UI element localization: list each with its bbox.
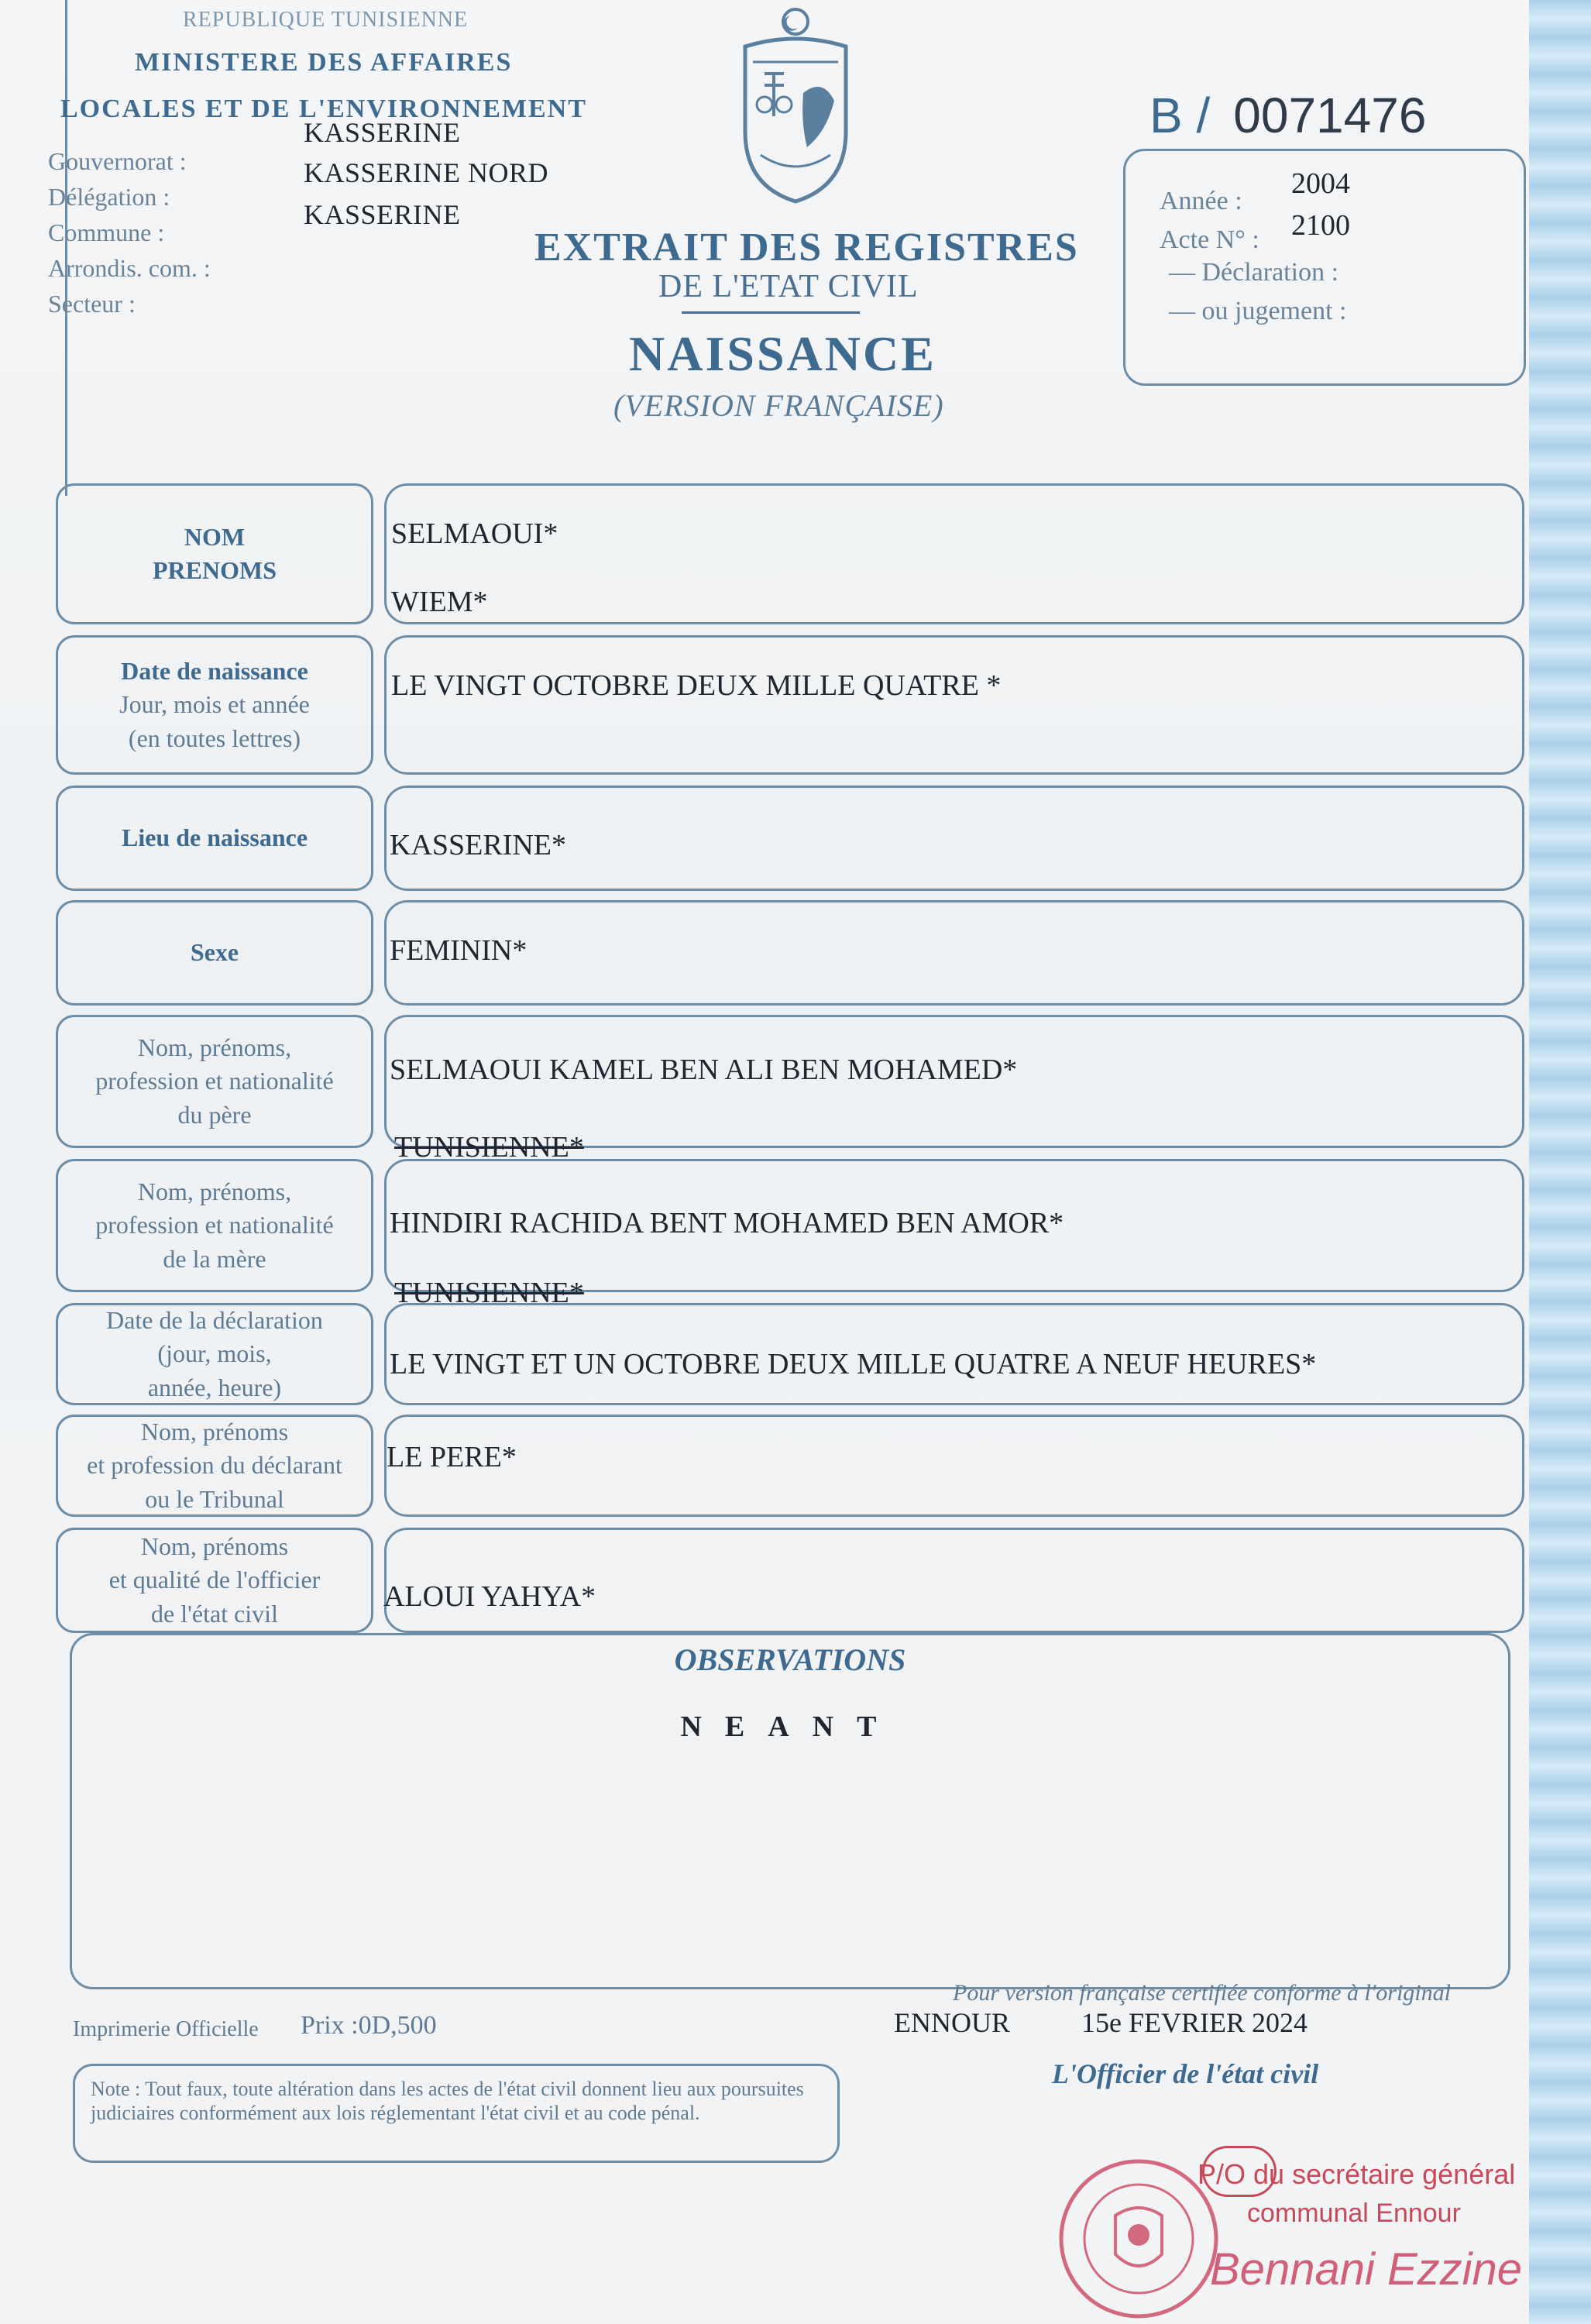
decl-label-3: année, heure) bbox=[147, 1373, 282, 1401]
row-sexe bbox=[56, 900, 1524, 1006]
officier-value: ALOUI YAHYA* bbox=[383, 1580, 596, 1613]
observations-value: NEANT bbox=[680, 1710, 900, 1743]
row-lieu-naissance bbox=[56, 786, 1524, 891]
date-label-2: Jour, mois et année bbox=[119, 690, 310, 719]
decorative-border bbox=[1529, 0, 1591, 2324]
pere-value: SELMAOUI KAMEL BEN ALI BEN MOHAMED* bbox=[390, 1054, 1018, 1086]
row-value-box bbox=[384, 483, 1524, 624]
signature-line1: P/O du secrétaire général bbox=[1198, 2158, 1516, 2190]
commune-label: Commune : bbox=[48, 218, 165, 246]
serial-prefix: B / bbox=[1149, 88, 1211, 143]
lieu-value: KASSERINE* bbox=[390, 829, 567, 861]
secteur-label: Secteur : bbox=[48, 290, 136, 318]
row-label bbox=[56, 1159, 373, 1292]
officier-label-3: de l'état civil bbox=[151, 1599, 278, 1628]
annee-label: Année : bbox=[1160, 187, 1242, 215]
prenoms-value: WIEM* bbox=[391, 586, 488, 618]
nom-value: SELMAOUI* bbox=[391, 517, 558, 550]
delegation-label: Délégation : bbox=[48, 183, 170, 211]
date-naissance-value: LE VINGT OCTOBRE DEUX MILLE QUATRE * bbox=[391, 669, 1002, 702]
row-value-box bbox=[384, 1303, 1524, 1405]
declaration-label: — Déclaration : bbox=[1169, 258, 1339, 287]
document-title-version: (VERSION FRANÇAISE) bbox=[613, 388, 944, 423]
pere-label-2: profession et nationalité bbox=[95, 1067, 334, 1095]
acte-box bbox=[1123, 149, 1526, 386]
serial-value: 0071476 bbox=[1233, 88, 1427, 143]
row-label bbox=[56, 1015, 373, 1148]
prix-text: Prix :0D,500 bbox=[301, 2011, 437, 2040]
row-value-box bbox=[384, 1015, 1524, 1164]
ministry-heading-line1: MINISTERE DES AFFAIRES bbox=[135, 48, 513, 77]
signature-line2: communal Ennour bbox=[1247, 2199, 1461, 2228]
coat-of-arms-icon bbox=[730, 0, 861, 209]
declarant-label-3: ou le Tribunal bbox=[145, 1484, 284, 1513]
row-value-box bbox=[384, 1415, 1524, 1517]
legal-note: Note : Tout faux, toute altération dans les actes de l'état civil donnent lieu aux poursuites judiciaires conformément aux lois réglementant l'état civil et au code pénal. bbox=[73, 2064, 840, 2163]
row-label bbox=[56, 786, 373, 891]
mere-label-2: profession et nationalité bbox=[95, 1211, 334, 1239]
gouvernorat-value: KASSERINE bbox=[304, 117, 461, 148]
row-label bbox=[56, 483, 373, 624]
decl-label-1: Date de la déclaration bbox=[106, 1306, 323, 1335]
lieu-label: Lieu de naissance bbox=[121, 823, 308, 852]
republic-heading: REPUBLIQUE TUNISIENNE bbox=[183, 8, 469, 32]
signature-name: Bennani Ezzine bbox=[1210, 2244, 1523, 2295]
delegation-value: KASSERINE NORD bbox=[304, 157, 549, 188]
arrondissement-label: Arrondis. com. : bbox=[48, 254, 211, 282]
row-label bbox=[56, 1303, 373, 1405]
ministry-heading-line2: LOCALES ET DE L'ENVIRONNEMENT bbox=[60, 95, 587, 123]
mere-label-3: de la mère bbox=[163, 1244, 266, 1273]
acte-label: Acte N° : bbox=[1160, 225, 1259, 254]
decl-label-2: (jour, mois, bbox=[157, 1339, 272, 1368]
officier-signature-label: L'Officier de l'état civil bbox=[1052, 2058, 1319, 2089]
title-divider bbox=[682, 311, 860, 314]
declaration-value: LE VINGT ET UN OCTOBRE DEUX MILLE QUATRE A NEUF HEURES* bbox=[390, 1348, 1317, 1380]
row-label bbox=[56, 1415, 373, 1517]
row-value-box bbox=[384, 900, 1524, 1006]
row-date-naissance bbox=[56, 635, 1524, 775]
margin-line bbox=[65, 0, 67, 496]
pere-label-1: Nom, prénoms, bbox=[137, 1033, 292, 1062]
row-nom-prenoms bbox=[56, 483, 1524, 624]
serial-number bbox=[1149, 87, 1426, 144]
sexe-label: Sexe bbox=[190, 938, 239, 967]
row-declarant bbox=[56, 1415, 1524, 1517]
jugement-label: — ou jugement : bbox=[1169, 297, 1347, 325]
date-delivrance: 15e FEVRIER 2024 bbox=[1081, 2007, 1308, 2038]
row-pere bbox=[56, 1015, 1524, 1164]
annee-value: 2004 bbox=[1291, 167, 1350, 200]
gouvernorat-label: Gouvernorat : bbox=[48, 147, 187, 175]
pere-nationalite: TUNISIENNE* bbox=[394, 1131, 584, 1164]
acte-value: 2100 bbox=[1291, 209, 1350, 242]
declarant-label-1: Nom, prénoms bbox=[140, 1418, 289, 1446]
certification-text: Pour version française certifiée conforme à l'original bbox=[953, 1980, 1451, 2006]
observations-title: OBSERVATIONS bbox=[674, 1642, 906, 1677]
date-label-1: Date de naissance bbox=[121, 657, 308, 686]
document-title-naissance: NAISSANCE bbox=[629, 326, 936, 381]
commune-value: KASSERINE bbox=[304, 199, 461, 230]
row-label bbox=[56, 900, 373, 1006]
mere-nationalite: TUNISIENNE* bbox=[394, 1277, 584, 1309]
row-officier bbox=[56, 1528, 1524, 1633]
date-label-3: (en toutes lettres) bbox=[128, 724, 301, 752]
officier-label-1: Nom, prénoms bbox=[140, 1532, 289, 1561]
row-mere bbox=[56, 1159, 1524, 1309]
mere-label-1: Nom, prénoms, bbox=[137, 1177, 292, 1206]
mere-value: HINDIRI RACHIDA BENT MOHAMED BEN AMOR* bbox=[390, 1207, 1064, 1239]
declarant-label-2: et profession du déclarant bbox=[87, 1451, 342, 1480]
row-label bbox=[56, 1528, 373, 1633]
officier-label-2: et qualité de l'officier bbox=[108, 1566, 321, 1594]
declarant-value: LE PERE* bbox=[387, 1441, 517, 1473]
observations-box bbox=[70, 1633, 1510, 1989]
row-declaration bbox=[56, 1303, 1524, 1405]
row-value-box bbox=[384, 635, 1524, 775]
place-text: ENNOUR bbox=[894, 2007, 1010, 2038]
prenoms-label: PRENOMS bbox=[153, 556, 277, 584]
row-value-box bbox=[384, 1159, 1524, 1309]
document-title-line1: EXTRAIT DES REGISTRES bbox=[534, 225, 1079, 270]
sexe-value: FEMININ* bbox=[390, 934, 527, 967]
document-title-line2: DE L'ETAT CIVIL bbox=[658, 269, 919, 304]
nom-label: NOM bbox=[184, 522, 246, 551]
row-value-box bbox=[384, 786, 1524, 891]
pere-label-3: du père bbox=[177, 1100, 252, 1129]
row-label bbox=[56, 635, 373, 775]
row-value-box bbox=[384, 1528, 1524, 1633]
imprimerie-text: Imprimerie Officielle bbox=[73, 2017, 259, 2041]
